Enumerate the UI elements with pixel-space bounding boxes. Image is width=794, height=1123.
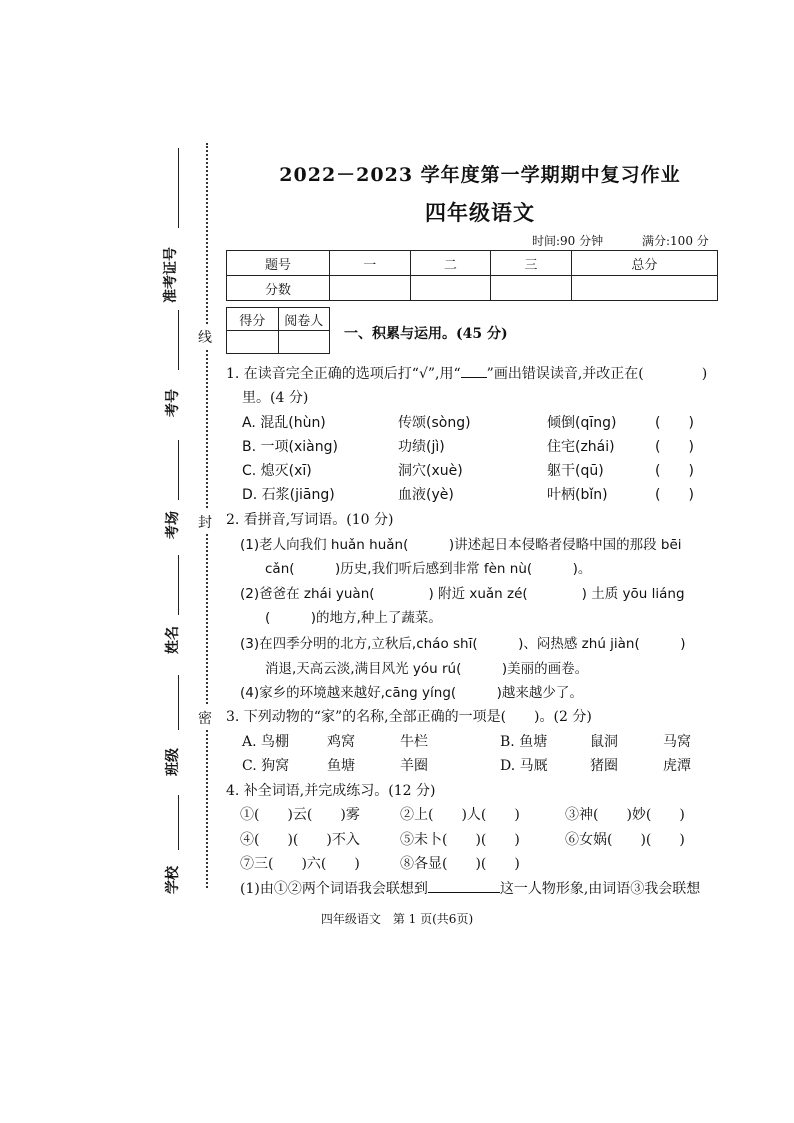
q2-line-5: (3)在四季分明的北方,立秋后,cháo shī( )、闷热感 zhú jiàn( ) xyxy=(240,636,686,652)
cell-score-3[interactable] xyxy=(491,276,572,301)
q1-option-a1: A. 混乱(hùn) xyxy=(242,415,326,431)
q4-sub1-a: (1)由①②两个词语我会联想到 xyxy=(240,881,428,897)
side-line-4 xyxy=(178,555,179,615)
q1-option-c2: 洞穴(xuè) xyxy=(398,463,463,479)
q4-item-3[interactable]: ③神( )妙( ) xyxy=(565,807,685,823)
q4-item-5[interactable]: ⑤未卜( )( ) xyxy=(400,832,520,848)
grader-reviewer-label: 阅卷人 xyxy=(278,308,330,331)
q4-item-8[interactable]: ⑧各显( )( ) xyxy=(400,856,520,872)
grader-reviewer-cell[interactable] xyxy=(278,331,330,354)
q1-option-b2: 功绩(jì) xyxy=(398,439,445,455)
q1-answer-c[interactable]: ( ) xyxy=(655,463,694,479)
q2-line-3: (2)爸爸在 zhái yuàn( ) 附近 xuǎn zé( ) 土质 yōu liáng xyxy=(240,586,685,602)
full-score-info: 满分:100 分 xyxy=(642,234,709,248)
seal-char-seal: 封 xyxy=(198,510,212,534)
side-label-name: 姓名 xyxy=(165,626,181,654)
cell-part-2: 二 xyxy=(410,251,491,276)
time-info: 时间:90 分钟 xyxy=(532,234,604,248)
q2-heading: 2. 看拼音,写词语。(10 分) xyxy=(226,512,394,528)
q3-option-c3: 羊圈 xyxy=(400,758,428,774)
q3-option-d: D. 马厩 xyxy=(500,758,548,774)
grader-table xyxy=(226,307,330,354)
q3-option-b2: 鼠洞 xyxy=(590,734,618,750)
q1-answer-b[interactable]: ( ) xyxy=(655,439,694,455)
side-label-school: 学校 xyxy=(165,866,181,894)
q4-heading: 4. 补全词语,并完成练习。(12 分) xyxy=(226,783,436,799)
q1-underline-blank xyxy=(461,377,487,378)
q4-sub1 xyxy=(240,878,700,898)
q4-item-1[interactable]: ①( )云( )雾 xyxy=(240,807,360,823)
q4-item-4[interactable]: ④( )( )不入 xyxy=(240,832,360,848)
q4-sub1-blank[interactable] xyxy=(428,892,500,893)
q2-line-4: ( )的地方,种上了蔬菜。 xyxy=(265,610,442,626)
side-line-1 xyxy=(178,148,179,228)
score-table-row xyxy=(227,276,718,301)
q1-option-c1: C. 熄灭(xī) xyxy=(242,463,312,479)
side-label-exam-id: 准考证号 xyxy=(163,247,179,303)
score-table xyxy=(226,250,718,301)
cell-total: 总分 xyxy=(571,251,717,276)
side-line-2 xyxy=(178,310,179,370)
q4-item-6[interactable]: ⑥女娲( )( ) xyxy=(565,832,685,848)
q2-line-7: (4)家乡的环境越来越好,cāng yíng( )越来越少了。 xyxy=(240,685,583,701)
grader-score-label: 得分 xyxy=(227,308,279,331)
q1-option-c3: 躯干(qū) xyxy=(547,463,604,479)
grader-score-cell[interactable] xyxy=(227,331,279,354)
q3-option-a3: 牛栏 xyxy=(400,734,428,750)
q3-heading: 3. 下列动物的“家”的名称,全部正确的一项是( )。(2 分) xyxy=(226,709,592,725)
q2-line-2: cǎn( )历史,我们听后感到非常 fèn nù( )。 xyxy=(265,561,592,577)
page-footer: 四年级语文 第 1 页(共6页) xyxy=(320,912,474,926)
cell-score-1[interactable] xyxy=(330,276,411,301)
cell-part-3: 三 xyxy=(491,251,572,276)
q3-option-a2: 鸡窝 xyxy=(327,734,355,750)
side-line-6 xyxy=(178,795,179,850)
q1-option-a2: 传颂(sòng) xyxy=(398,415,471,431)
page-title: 2022－2023 学年度第一学期期中复习作业 xyxy=(279,164,681,186)
q4-sub1-b: 这一人物形象,由词语③我会联想 xyxy=(499,881,701,897)
q1-answer-a[interactable]: ( ) xyxy=(655,415,694,431)
q3-option-b: B. 鱼塘 xyxy=(500,734,548,750)
side-label-class: 班级 xyxy=(165,748,181,776)
q1-text-a: 1. 在读音完全正确的选项后打“√”,用“ xyxy=(226,366,461,382)
q1-option-d2: 血液(yè) xyxy=(398,487,454,503)
q2-line-1: (1)老人向我们 huǎn huǎn( )讲述起日本侵略者侵略中国的那段 bēi xyxy=(240,537,682,553)
q1-option-d1: D. 石浆(jiāng) xyxy=(242,487,335,503)
cell-score-2[interactable] xyxy=(410,276,491,301)
q1-text2: 里。(4 分) xyxy=(242,390,309,406)
seal-char-secret: 密 xyxy=(198,706,212,730)
cell-question-no: 题号 xyxy=(227,251,330,276)
q3-option-d2: 猪圈 xyxy=(590,758,618,774)
q1-answer-d[interactable]: ( ) xyxy=(655,487,694,503)
q1-option-a3: 倾倒(qīng) xyxy=(547,415,617,431)
q1-text xyxy=(226,363,707,383)
q3-option-b3: 马窝 xyxy=(663,734,691,750)
score-table-row xyxy=(227,251,718,276)
section-heading: 一、积累与运用。(45 分) xyxy=(344,326,508,342)
q1-option-b3: 住宅(zhái) xyxy=(547,439,615,455)
q3-option-d3: 虎潭 xyxy=(663,758,691,774)
cell-score-label: 分数 xyxy=(227,276,330,301)
q1-text-b: ”画出错误读音,并改正在( xyxy=(486,366,644,382)
side-label-exam-no: 考号 xyxy=(165,389,181,417)
side-line-5 xyxy=(178,675,179,730)
side-line-3 xyxy=(178,440,179,500)
q4-item-2[interactable]: ②上( )人( ) xyxy=(400,807,520,823)
q2-line-6: 消退,天高云淡,满目风光 yóu rú( )美丽的画卷。 xyxy=(265,661,589,677)
q1-text-c: ) xyxy=(701,366,708,382)
cell-part-1: 一 xyxy=(330,251,411,276)
cell-score-total[interactable] xyxy=(571,276,717,301)
q3-option-a: A. 鸟棚 xyxy=(242,734,290,750)
subject-title: 四年级语文 xyxy=(425,200,535,225)
q3-option-c2: 鱼塘 xyxy=(327,758,355,774)
q1-option-d3: 叶柄(bǐn) xyxy=(547,487,608,503)
seal-char-line: 线 xyxy=(198,325,212,349)
q4-item-7[interactable]: ⑦三( )六( ) xyxy=(240,856,360,872)
q1-option-b1: B. 一项(xiàng) xyxy=(242,439,338,455)
q3-option-c: C. 狗窝 xyxy=(242,758,290,774)
side-label-exam-room: 考场 xyxy=(165,511,181,539)
